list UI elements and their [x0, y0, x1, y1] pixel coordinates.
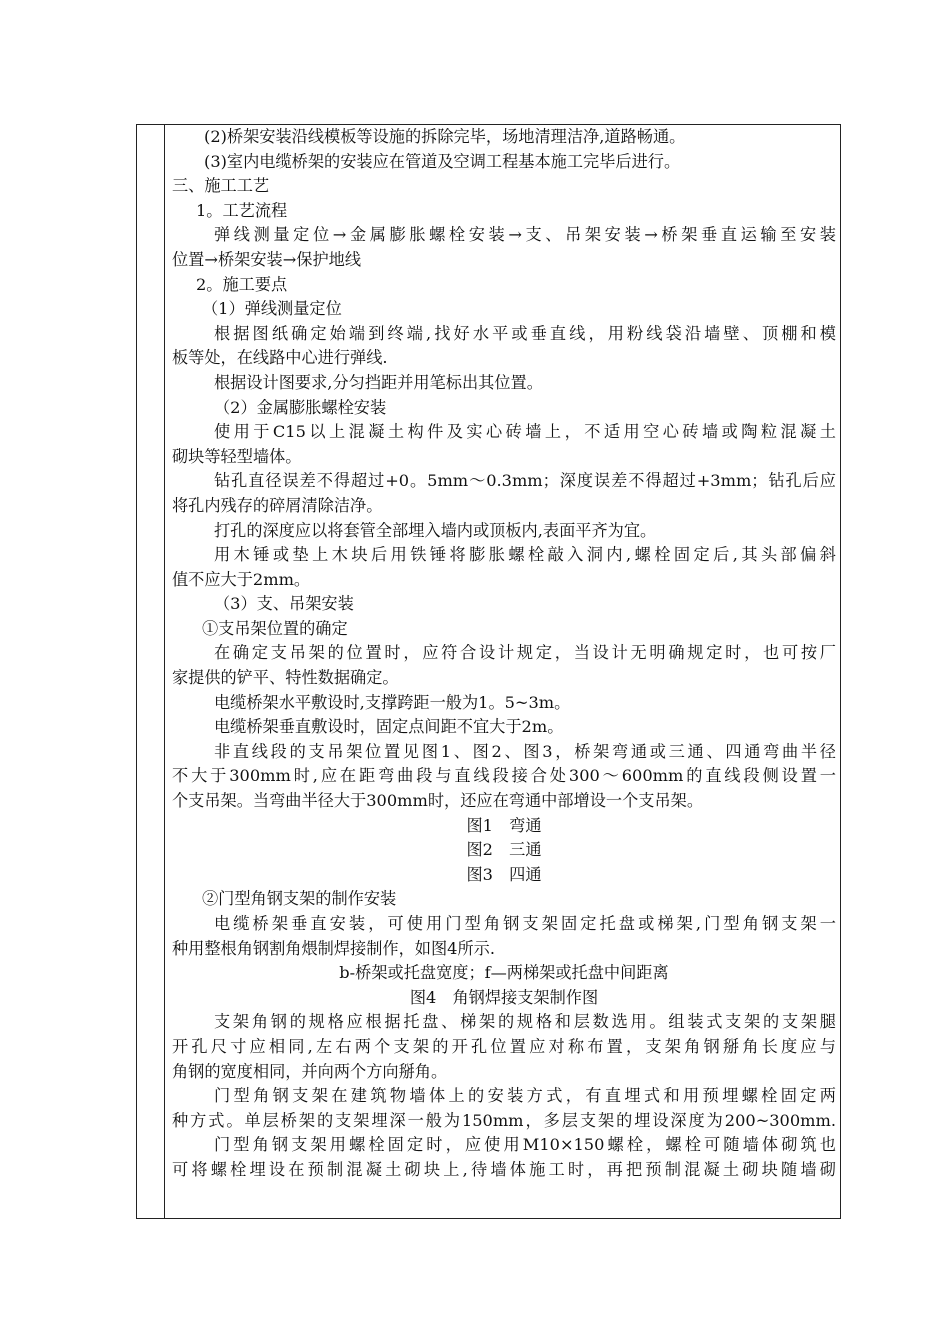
paragraph-line: 非直线段的支吊架位置见图1、图2、图3，桥架弯通或三通、四通弯曲半径 — [214, 741, 836, 761]
paragraph-line: (2)桥架安装沿线模板等设施的拆除完毕，场地清理洁净,道路畅通。 — [204, 127, 686, 146]
paragraph-line: 门型角钢支架用螺栓固定时，应使用M10×150螺栓，螺栓可随墙体砌筑也 — [214, 1135, 836, 1155]
item-heading: （1）弹线测量定位 — [202, 299, 342, 319]
paragraph-line: 门型角钢支架在建筑物墙体上的安装方式，有直埋式和用预埋螺栓固定两 — [214, 1086, 836, 1106]
figure-caption: 图4 角钢焊接支架制作图 — [409, 987, 599, 1007]
paragraph-line: 根据设计图要求,分匀挡距并用笔标出其位置。 — [214, 372, 543, 392]
paragraph-line: 值不应大于2mm。 — [172, 569, 311, 589]
paragraph-line: 电缆桥架垂直敷设时，固定点间距不宜大于2m。 — [214, 717, 564, 737]
paragraph-line: 在确定支吊架的位置时，应符合设计规定，当设计无明确规定时，也可按厂 — [214, 643, 836, 663]
paragraph-line: 角钢的宽度相同，并向两个方向掰角。 — [172, 1061, 448, 1081]
section-heading: 三、施工工艺 — [172, 176, 270, 196]
figure-caption: 图1 弯通 — [466, 815, 542, 835]
paragraph-line: 开孔尺寸应相同,左右两个支架的开孔位置应对称布置，支架角钢掰角长度应与 — [172, 1036, 836, 1056]
subsection-heading: 1。工艺流程 — [196, 200, 288, 220]
paragraph-line: 种方式。单层桥架的支架埋深一般为150mm，多层支架的埋设深度为200~300mm. — [172, 1110, 836, 1130]
paragraph-line: 电缆桥架水平敷设时,支撑跨距一般为1。5~3m。 — [214, 692, 571, 712]
item-heading: ②门型角钢支架的制作安装 — [202, 889, 397, 909]
paragraph-line: 支架角钢的规格应根据托盘、梯架的规格和层数选用。组装式支架的支架腿 — [214, 1012, 836, 1032]
document-body — [172, 125, 836, 1183]
paragraph-line: 个支吊架。当弯曲半径大于300mm时，还应在弯通中部增设一个支吊架。 — [172, 791, 704, 811]
paragraph-line: 用木锤或垫上木块后用铁锤将膨胀螺栓敲入洞内,螺栓固定后,其头部偏斜 — [214, 545, 836, 565]
item-heading: ①支吊架位置的确定 — [202, 618, 348, 638]
paragraph-line: 弹线测量定位→金属膨胀螺栓安装→支、吊架安装→桥架垂直运输至安装 — [214, 225, 836, 245]
subsection-heading: 2。施工要点 — [196, 274, 288, 294]
paragraph-line: 电缆桥架垂直安装，可使用门型角钢支架固定托盘或梯架,门型角钢支架一 — [214, 914, 836, 933]
paragraph-line: 使用于C15以上混凝土构件及实心砖墙上，不适用空心砖墙或陶粒混凝土 — [214, 422, 836, 442]
paragraph-line: 板等处，在线路中心进行弹线. — [172, 348, 388, 368]
paragraph-line: 打孔的深度应以将套管全部埋入墙内或顶板内,表面平齐为宜。 — [214, 520, 657, 540]
paragraph-line: 砌块等轻型墙体。 — [172, 446, 302, 466]
paragraph-line: (3)室内电缆桥架的安装应在管道及空调工程基本施工完毕后进行。 — [204, 151, 681, 171]
paragraph-line: 根据图纸确定始端到终端,找好水平或垂直线，用粉线袋沿墙壁、顶棚和模 — [214, 323, 836, 343]
figure-note: b-桥架或托盘宽度；f—两梯架或托盘中间距离 — [339, 963, 669, 983]
paragraph-line: 钻孔直径误差不得超过+0。5mm～0.3mm；深度误差不得超过+3mm；钻孔后应 — [214, 471, 836, 491]
column-divider — [164, 124, 165, 1219]
paragraph-line: 种用整根角钢割角煨制焊接制作，如图4所示. — [172, 938, 496, 958]
paragraph-line: 家提供的铲平、特性数据确定。 — [172, 668, 399, 688]
figure-caption: 图2 三通 — [466, 840, 542, 860]
item-heading: （2）金属膨胀螺栓安装 — [214, 397, 387, 417]
figure-caption: 图3 四通 — [466, 864, 542, 884]
paragraph-line: 可将螺栓埋设在预制混凝土砌块上,待墙体施工时，再把预制混凝土砌块随墙砌 — [172, 1159, 836, 1179]
paragraph-line: 不大于300mm时,应在距弯曲段与直线段接合处300～600mm的直线段侧设置一 — [172, 766, 836, 786]
paragraph-line: 位置→桥架安装→保护地线 — [172, 249, 362, 269]
item-heading: （3）支、吊架安装 — [214, 594, 354, 614]
paragraph-line: 将孔内残存的碎屑清除洁净。 — [172, 495, 383, 515]
